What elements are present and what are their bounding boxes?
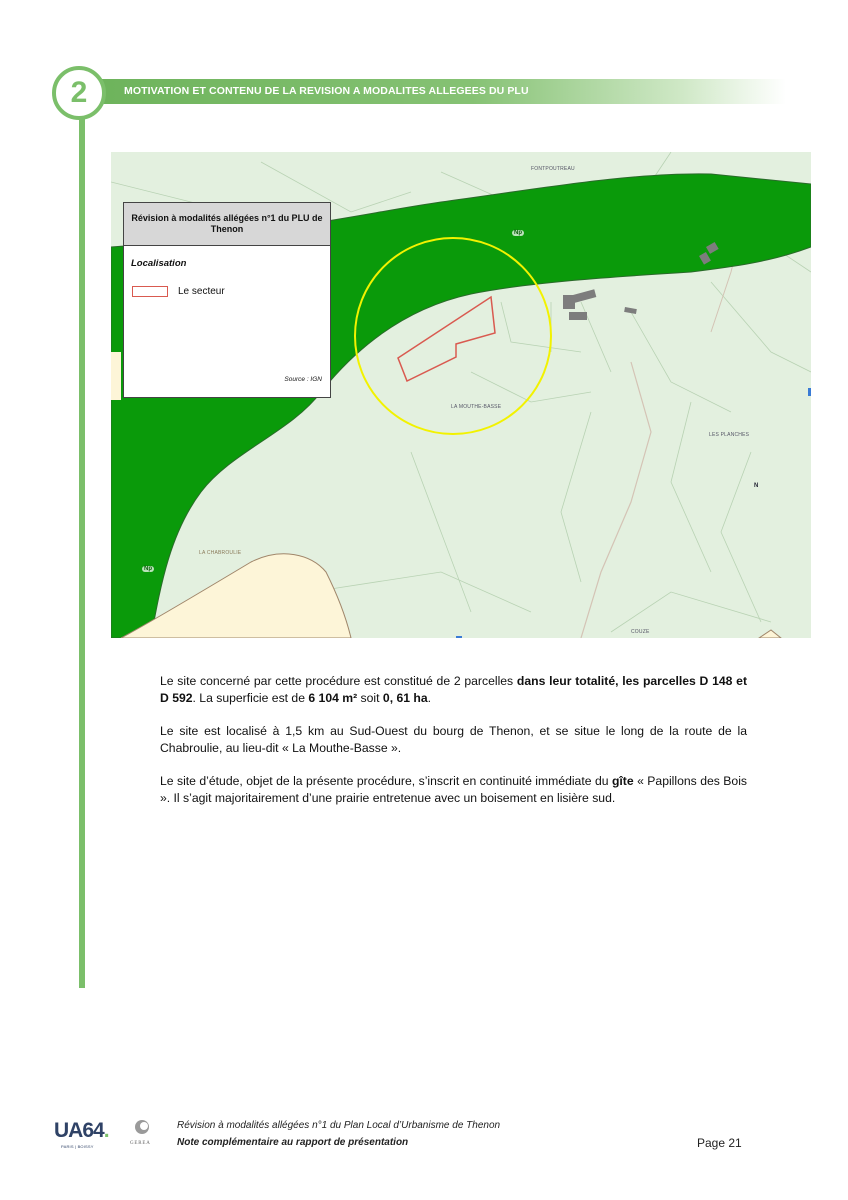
text-run: soit — [357, 691, 383, 705]
paragraph-location: Le site est localisé à 1,5 km au Sud-Ouest du bourg de Thenon, et se situe le long de la route de la Chabroulie, au lieu-dit « La Mouthe-Basse ». — [160, 724, 747, 755]
text-run-bold: 6 104 m² — [308, 691, 358, 705]
place-label: FONTPOUTREAU — [531, 166, 575, 172]
legend-title: Révision à modalités allégées n°1 du PLU de Thenon — [124, 203, 330, 246]
logo-dot: . — [103, 1119, 109, 1142]
text-run-bold: 0, 61 ha — [382, 691, 428, 705]
location-map — [111, 152, 811, 638]
page-number: Page 21 — [697, 1136, 742, 1150]
gerea-logo-icon — [134, 1119, 150, 1135]
footer-logos — [54, 1119, 164, 1151]
place-label: LA CHABROULIE — [199, 550, 242, 556]
legend-item-sector — [132, 286, 330, 297]
text-run: « Papillons des Bois ». Il s’agit majoritairement d’une prairie entretenue avec un boisement en lisière sud. — [160, 774, 747, 805]
legend-item-label: Le secteur — [178, 286, 225, 297]
paragraph-site — [160, 673, 747, 707]
footer-document-subtitle: Note complémentaire au rapport de présentation — [177, 1137, 409, 1148]
legend-subtitle: Localisation — [131, 258, 187, 269]
map-source: Source : IGN — [284, 376, 322, 383]
text-run: . — [427, 691, 432, 705]
map-legend — [123, 202, 331, 398]
ua64-logo-sub: PARIS | BOISSY — [61, 1144, 94, 1149]
footer-document-title: Révision à modalités allégées n°1 du Plan Local d’Urbanisme de Thenon — [177, 1120, 501, 1131]
logo-text: UA64 — [54, 1119, 104, 1142]
side-rule — [79, 104, 85, 988]
text-run-bold: gîte — [611, 774, 634, 788]
body-text — [160, 673, 747, 823]
place-label: LA MOUTHE-BASSE — [451, 404, 502, 410]
text-run-bold: dans leur totalité, les parcelles D 148 et D 592 — [160, 674, 748, 705]
text-run: Le site d’étude, objet de la présente procédure, s’inscrit en continuité immédiate du — [160, 774, 612, 788]
north-label: N — [754, 483, 759, 489]
zone-label-np: Np — [514, 230, 522, 236]
section-number-badge: 2 — [52, 66, 106, 120]
section-title: MOTIVATION ET CONTENU DE LA REVISION A MODALITES ALLEGEES DU PLU — [90, 79, 786, 104]
place-label: COUZE — [631, 629, 650, 635]
paragraph-study-site — [160, 773, 747, 807]
text-run: . La superficie est de — [192, 691, 309, 705]
zone-label-np: Np — [144, 566, 152, 572]
ua64-logo — [54, 1119, 109, 1143]
gerea-logo-text: GEREA — [130, 1141, 151, 1146]
text-run: Le site concerné par cette procédure est constitué de 2 parcelles — [160, 674, 517, 688]
place-label: LES PLANCHES — [709, 432, 750, 438]
sector-swatch-icon — [132, 286, 168, 297]
